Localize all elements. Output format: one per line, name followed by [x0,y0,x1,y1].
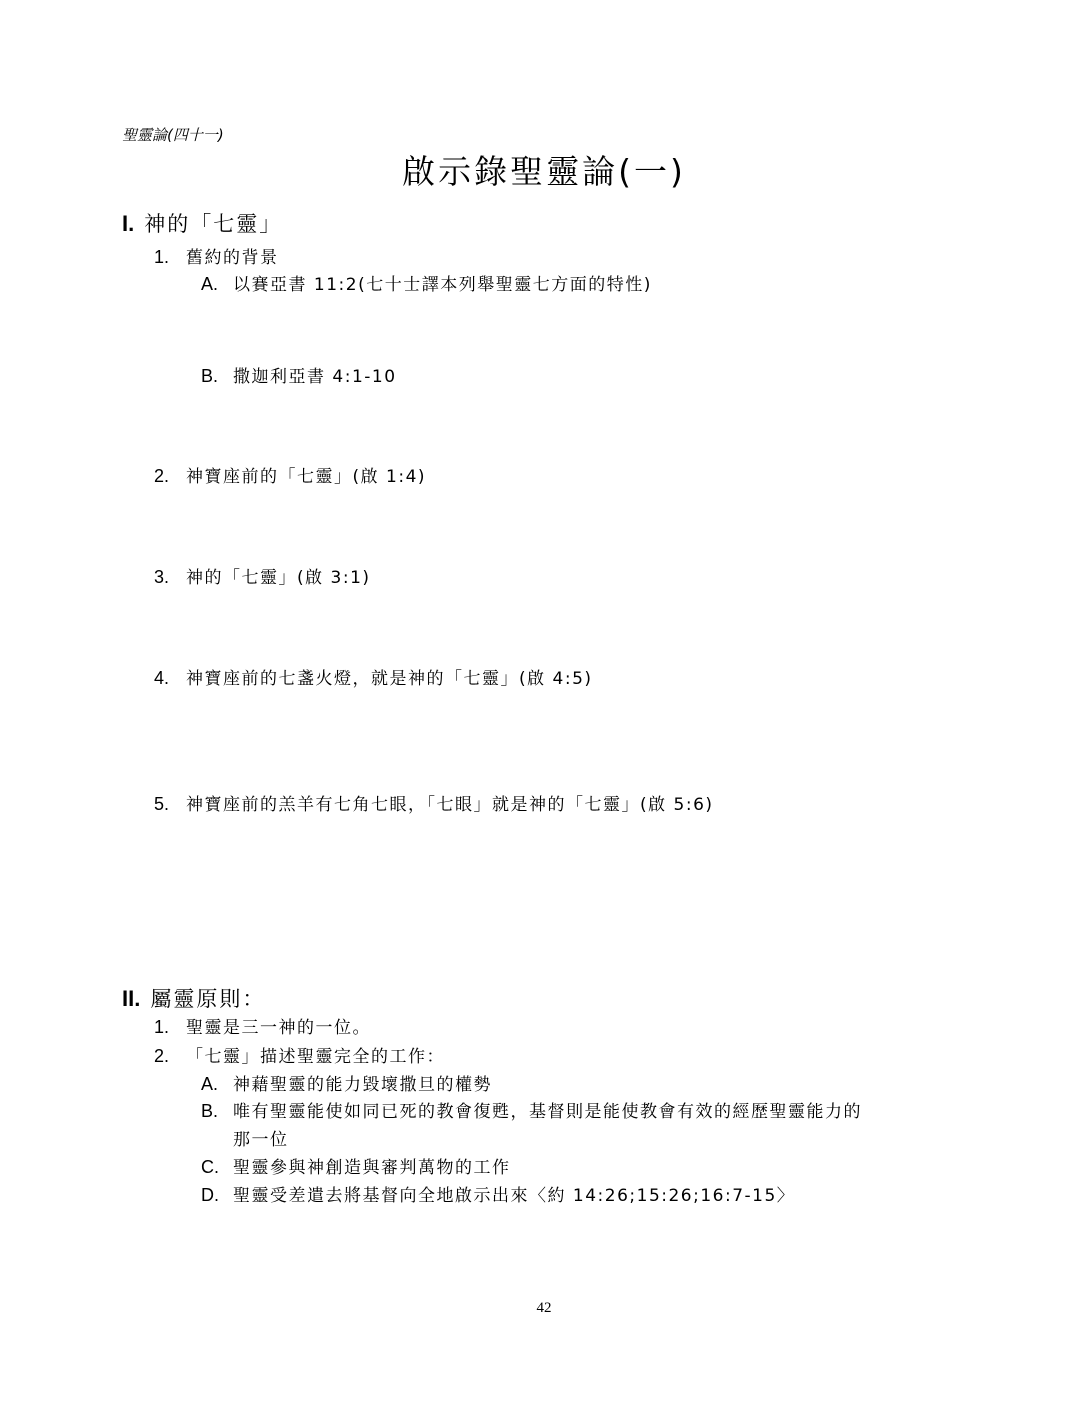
sub-text: 聖靈參與神創造與審判萬物的工作 [233,1158,511,1178]
section-1-item-1 [154,243,279,268]
page-number: 42 [536,1300,552,1316]
item-number: 1. [154,1017,170,1037]
section-1-item-1-sub-a [201,270,652,295]
item-number: 2. [154,1046,170,1066]
running-header: 聖靈論(四十一) [122,126,224,144]
sub-letter: A. [201,274,219,294]
section-1-item-2 [154,462,426,487]
section-2-item-2-sub-b [201,1097,862,1122]
sub-text: 撒迦利亞書 4:1-10 [233,367,397,387]
section-2-item-2-sub-a [201,1070,492,1095]
sub-letter: D. [201,1185,219,1205]
section-1-item-4 [154,664,593,689]
section-2-item-2 [154,1042,445,1067]
item-text: 舊約的背景 [186,248,279,268]
sub-letter: B. [201,366,219,386]
item-number: 5. [154,794,170,814]
item-text: 聖靈是三一神的一位。 [186,1018,371,1038]
section-2-heading [122,983,265,1013]
section-2-item-2-sub-b-continuation: 那一位 [233,1130,289,1150]
item-number: 4. [154,668,170,688]
item-number: 1. [154,247,170,267]
item-number: 3. [154,567,170,587]
section-2-title: 屬靈原則： [150,987,266,1011]
sub-text: 聖靈受差遣去將基督向全地啟示出來〈約 14:26;15:26;16:7-15〉 [233,1186,796,1206]
item-number: 2. [154,466,170,486]
section-2-item-2-sub-c [201,1153,511,1178]
sub-letter: C. [201,1157,219,1177]
section-1-numeral: I. [122,211,135,236]
sub-text: 唯有聖靈能使如同已死的教會復甦，基督則是能使教會有效的經歷聖靈能力的 [233,1102,862,1122]
section-2-item-1 [154,1013,371,1038]
sub-letter: B. [201,1101,219,1121]
section-1-item-3 [154,563,371,588]
section-1-item-5 [154,790,714,815]
section-1-item-1-sub-b [201,362,397,387]
item-text: 「七靈」描述聖靈完全的工作： [186,1047,445,1067]
item-text: 神寶座前的七盞火燈，就是神的「七靈」(啟 4:5) [186,669,593,689]
sub-text: 以賽亞書 11:2(七十士譯本列舉聖靈七方面的特性) [233,275,652,295]
sub-letter: A. [201,1074,219,1094]
item-text: 神寶座前的羔羊有七角七眼，「七眼」就是神的「七靈」(啟 5:6) [186,795,714,815]
section-1-heading [122,208,282,238]
section-1-title: 神的「七靈」 [144,212,283,236]
item-text: 神的「七靈」(啟 3:1) [186,568,371,588]
page-title: 啟示錄聖靈論(一) [402,152,686,191]
section-2-numeral: II. [122,986,141,1011]
item-text: 神寶座前的「七靈」(啟 1:4) [186,467,427,487]
section-2-item-2-sub-d [201,1181,795,1206]
sub-text: 神藉聖靈的能力毀壞撒旦的權勢 [233,1075,492,1095]
